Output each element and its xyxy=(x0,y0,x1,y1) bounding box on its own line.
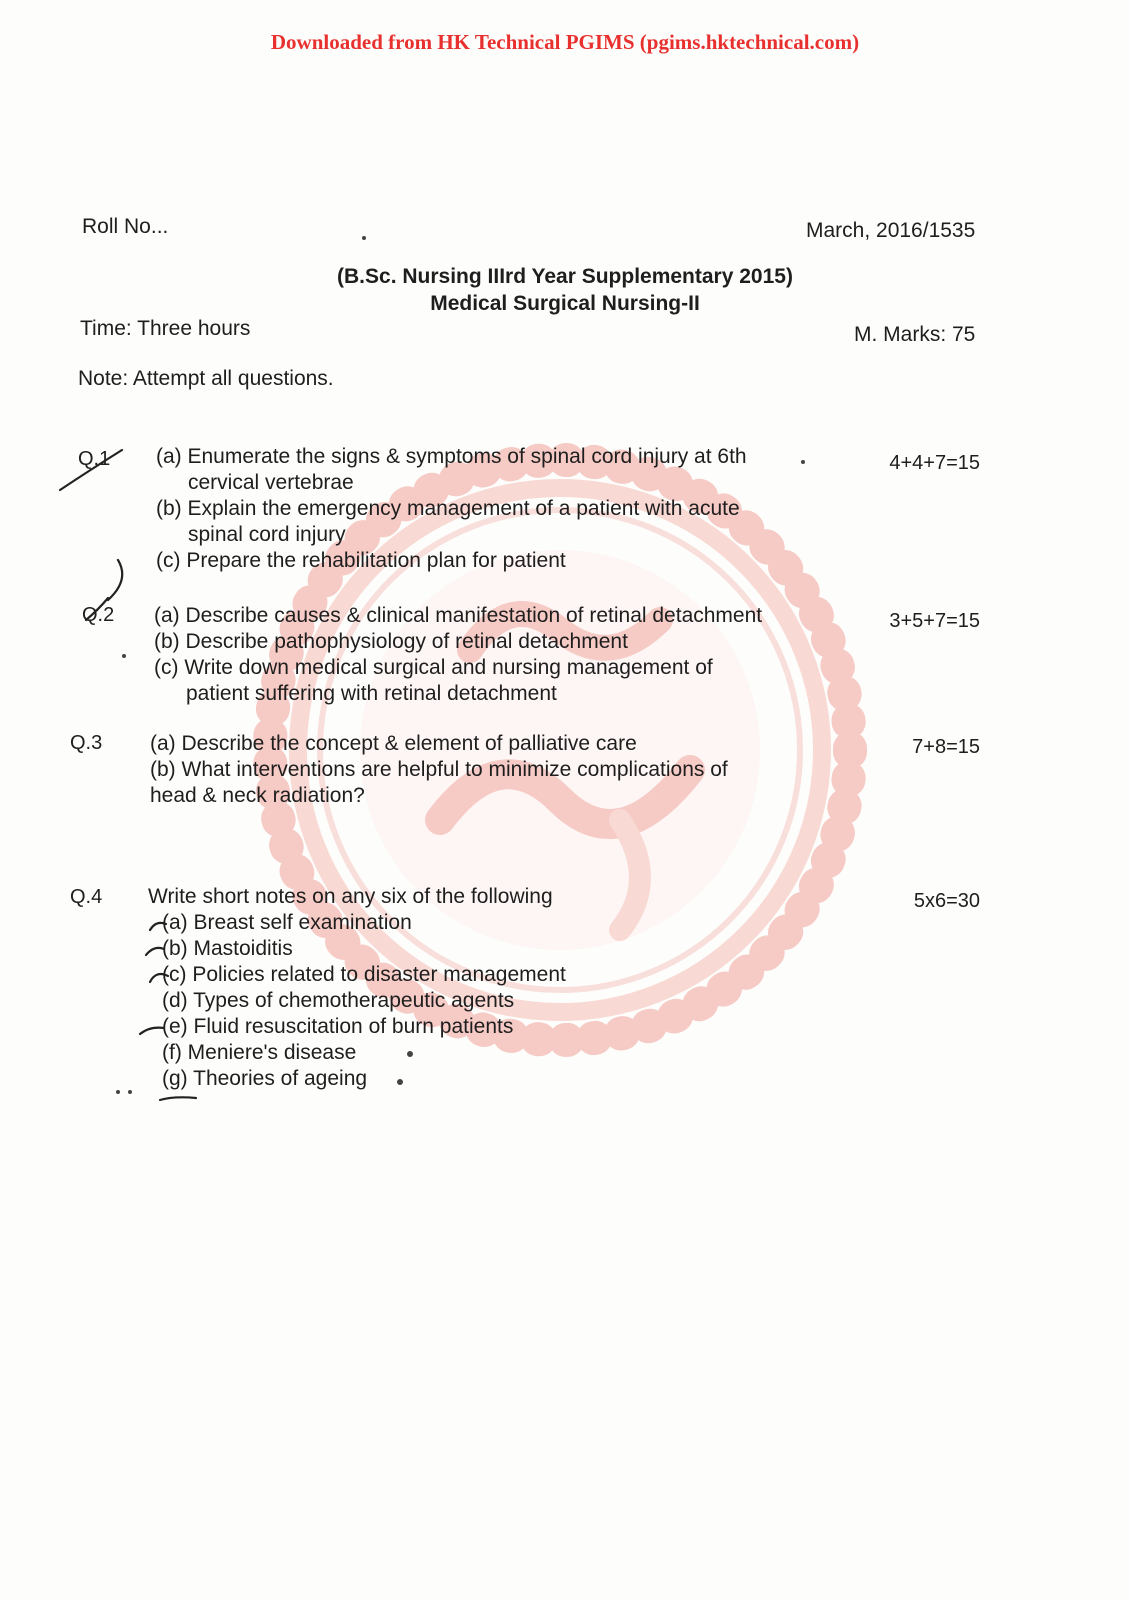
question-line: (b) Explain the emergency management of a patient with acute xyxy=(156,497,740,520)
question-line: (d) Types of chemotherapeutic agents xyxy=(162,989,515,1012)
date-code: March, 2016/1535 xyxy=(806,219,976,242)
question-line: (e) Fluid resuscitation of burn patients xyxy=(162,1015,514,1038)
question-line: Write short notes on any six of the following xyxy=(148,885,553,908)
question-line: (a) Enumerate the signs & symptoms of spinal cord injury at 6th xyxy=(156,445,747,468)
question-number: Q.4 xyxy=(70,886,103,908)
question-marks: 4+4+7=15 xyxy=(889,452,980,474)
question-line: (c) Write down medical surgical and nursing management of xyxy=(154,656,713,679)
exam-title-line1: (B.Sc. Nursing IIIrd Year Supplementary 2015) xyxy=(337,265,793,288)
question-line: (a) Describe causes & clinical manifestation of retinal detachment xyxy=(154,604,763,627)
question-line: (a) Breast self examination xyxy=(162,911,412,934)
question-marks: 7+8=15 xyxy=(912,736,980,758)
question-2-body xyxy=(154,603,762,707)
question-line: head & neck radiation? xyxy=(150,784,365,807)
question-line: patient suffering with retinal detachment xyxy=(186,682,557,705)
question-line: (b) Mastoiditis xyxy=(162,937,293,960)
exam-title-line2: Medical Surgical Nursing-II xyxy=(430,292,700,315)
download-banner: Downloaded from HK Technical PGIMS (pgims.hktechnical.com) xyxy=(270,30,860,54)
question-line: (a) Describe the concept & element of palliative care xyxy=(150,732,637,755)
question-number: Q.1 xyxy=(78,448,111,470)
question-line: (c) Policies related to disaster management xyxy=(162,963,566,986)
question-1-body xyxy=(156,444,747,574)
question-4-body xyxy=(148,884,566,1092)
question-number: Q.3 xyxy=(70,732,103,754)
question-line: (f) Meniere's disease xyxy=(162,1041,357,1064)
max-marks: M. Marks: 75 xyxy=(854,323,976,346)
roll-no: Roll No... xyxy=(82,215,169,238)
question-line: spinal cord injury xyxy=(188,523,346,546)
time-allowed: Time: Three hours xyxy=(80,317,251,340)
question-line: cervical vertebrae xyxy=(188,471,354,494)
question-line: (b) What interventions are helpful to minimize complications of xyxy=(150,758,728,781)
question-line: (b) Describe pathophysiology of retinal detachment xyxy=(154,630,628,653)
question-number: Q.2 xyxy=(82,604,115,626)
exam-note: Note: Attempt all questions. xyxy=(78,367,334,390)
question-line: (g) Theories of ageing xyxy=(162,1067,368,1090)
question-marks: 5x6=30 xyxy=(913,890,980,912)
question-marks: 3+5+7=15 xyxy=(889,610,980,632)
question-line: (c) Prepare the rehabilitation plan for patient xyxy=(156,549,566,572)
question-3-body xyxy=(150,731,728,809)
